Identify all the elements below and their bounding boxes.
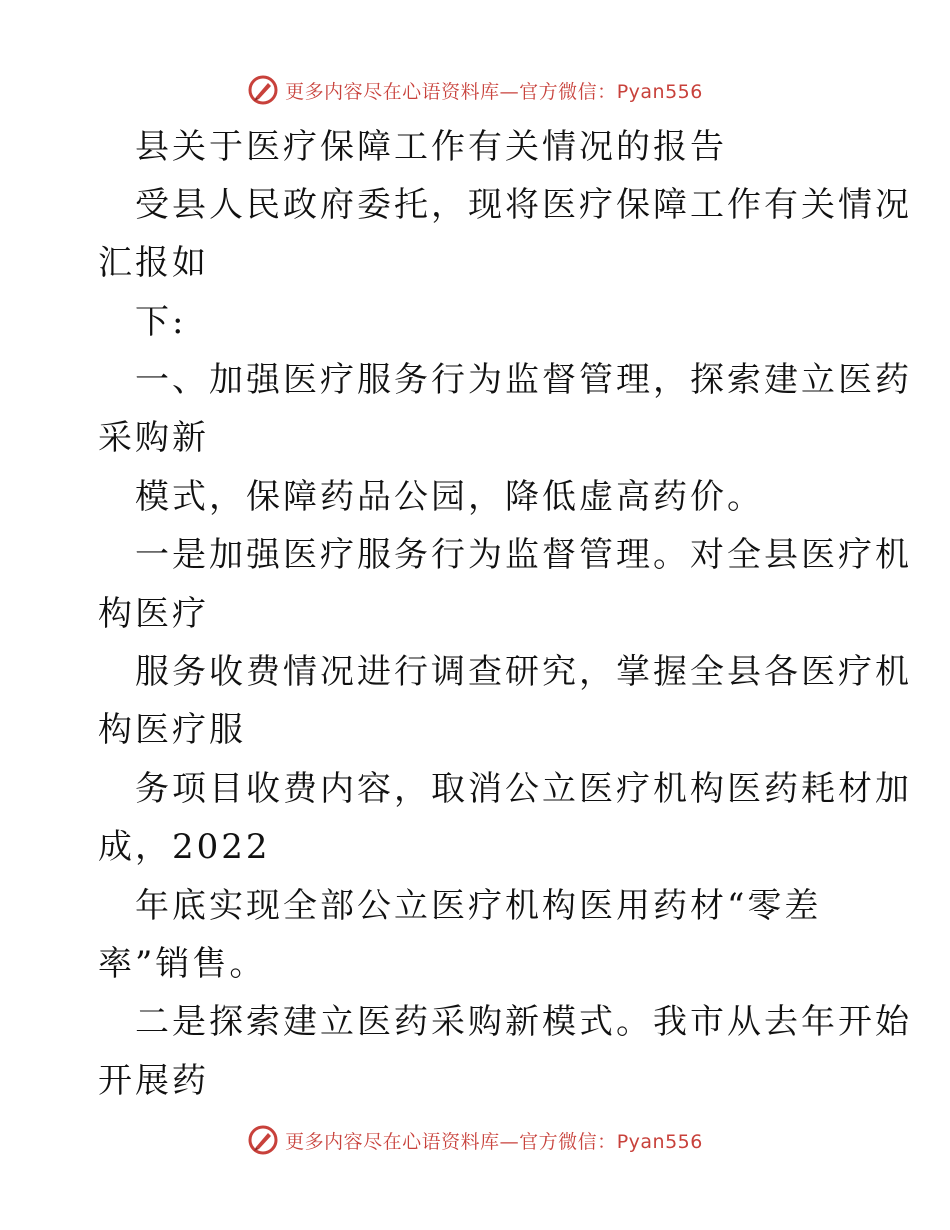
paragraph-line: 受县人民政府委托，现将医疗保障工作有关情况 bbox=[135, 185, 912, 225]
watermark-main-text: 更多内容尽在心语资料库 bbox=[285, 80, 500, 103]
paragraph-line: 模式，保障药品公园，降低虚高药价。 bbox=[135, 477, 764, 517]
paragraph-line: 二是探索建立医药采购新模式。我市从去年开始 bbox=[135, 1002, 912, 1042]
paragraph-line: 构医疗服 bbox=[98, 710, 246, 750]
paragraph-line: 年底实现全部公立医疗机构医用药材“零差 bbox=[135, 886, 822, 926]
watermark-dash: — bbox=[499, 80, 520, 103]
paragraph-line: 务项目收费内容，取消公立医疗机构医药耗材加 bbox=[135, 769, 912, 809]
paragraph-line: 下: bbox=[135, 302, 187, 342]
watermark-wechat-label: 官方微信： bbox=[519, 80, 617, 103]
document-title: 县关于医疗保障工作有关情况的报告 bbox=[135, 127, 727, 167]
header-watermark bbox=[0, 70, 950, 110]
watermark-wechat-id: Pyan556 bbox=[616, 1130, 703, 1153]
paragraph-line: 开展药 bbox=[98, 1061, 209, 1101]
watermark-text bbox=[285, 77, 703, 104]
footer-watermark bbox=[0, 1120, 950, 1160]
paragraph-line: 成，2022 bbox=[98, 827, 271, 867]
section-heading: 一、加强医疗服务行为监督管理，探索建立医药 bbox=[135, 360, 912, 400]
watermark-text bbox=[285, 1127, 703, 1154]
paragraph-line: 一是加强医疗服务行为监督管理。对全县医疗机 bbox=[135, 535, 912, 575]
pen-logo-icon bbox=[247, 74, 279, 106]
watermark-main-text: 更多内容尽在心语资料库 bbox=[285, 1130, 500, 1153]
paragraph-line: 汇报如 bbox=[98, 243, 209, 283]
watermark-wechat-label: 官方微信： bbox=[519, 1130, 617, 1153]
paragraph-line: 采购新 bbox=[98, 418, 209, 458]
pen-logo-icon bbox=[247, 1124, 279, 1156]
paragraph-line: 率”销售。 bbox=[98, 944, 267, 984]
watermark-dash: — bbox=[499, 1130, 520, 1153]
watermark-wechat-id: Pyan556 bbox=[616, 80, 703, 103]
paragraph-line: 构医疗 bbox=[98, 594, 209, 634]
paragraph-line: 服务收费情况进行调查研究，掌握全县各医疗机 bbox=[135, 652, 912, 692]
